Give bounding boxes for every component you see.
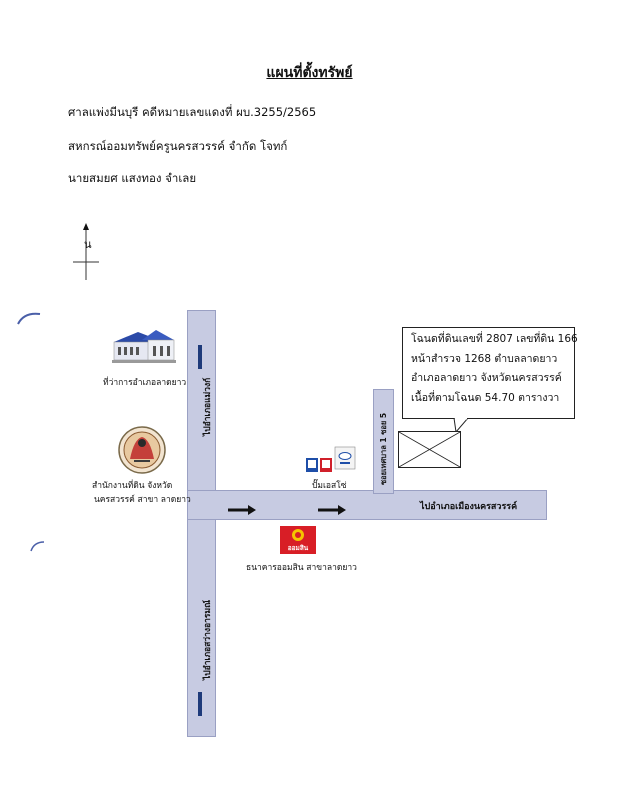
land-office-seal-icon	[116, 425, 168, 479]
plaintiff-line: สหกรณ์ออมทรัพย์ครูนครสวรรค์ จำกัด โจทก์	[68, 139, 288, 153]
district-office-label: ที่ว่าการอำเภอลาดยาว	[103, 378, 187, 388]
defendant-line: นายสมยศ แสงทอง จำเลย	[68, 171, 197, 185]
road-marker	[198, 692, 202, 716]
north-label: น	[84, 238, 92, 251]
callout-line: หน้าสำรวจ 1268 ตำบลลาดยาว	[411, 352, 558, 365]
road-marker	[198, 345, 202, 369]
road-label-soi: ซอยเทศบาล 1 ซอย 5	[379, 412, 388, 485]
callout-line: เนื้อที่ตามโฉนด 54.70 ตารางวา	[411, 391, 560, 404]
road-label-vertical-bottom: ไปอำเภอสว่างอารมณ์	[203, 600, 213, 680]
road-label-vertical-top: ไปอำเภอแม่วงก์	[203, 377, 213, 436]
district-office-building-icon	[108, 326, 178, 370]
land-office-label-line1: สำนักงานที่ดิน จังหวัด	[92, 481, 173, 491]
gas-station-icon	[305, 446, 357, 480]
land-office-label-line2: นครสวรรค์ สาขา ลาดยาว	[94, 495, 191, 505]
scan-mark-icon	[28, 538, 48, 557]
bank-logo-icon	[280, 526, 316, 554]
property-plot	[398, 431, 461, 468]
deed-callout	[402, 327, 578, 419]
callout-line: โฉนดที่ดินเลขที่ 2807 เลขที่ดิน 166	[411, 333, 578, 345]
bank-label: ธนาคารออมสิน สาขาลาดยาว	[246, 563, 357, 573]
gas-station-label: ปั๊มเอสโซ่	[312, 481, 347, 491]
court-case-line: ศาลแพ่งมีนบุรี คดีหมายเลขแดงที่ ผบ.3255/2565	[68, 105, 317, 119]
road-label-horizontal: ไปอำเภอเมืองนครสวรรค์	[420, 502, 518, 512]
callout-line: อำเภอลาดยาว จังหวัดนครสวรรค์	[411, 372, 562, 384]
page-title: แผนที่ตั้งทรัพย์	[266, 65, 353, 81]
bank-logo-text: ออมสิน	[287, 544, 309, 552]
arrow-right-icon	[318, 500, 346, 519]
arrow-right-icon	[228, 500, 256, 519]
scan-mark-icon	[14, 310, 44, 330]
